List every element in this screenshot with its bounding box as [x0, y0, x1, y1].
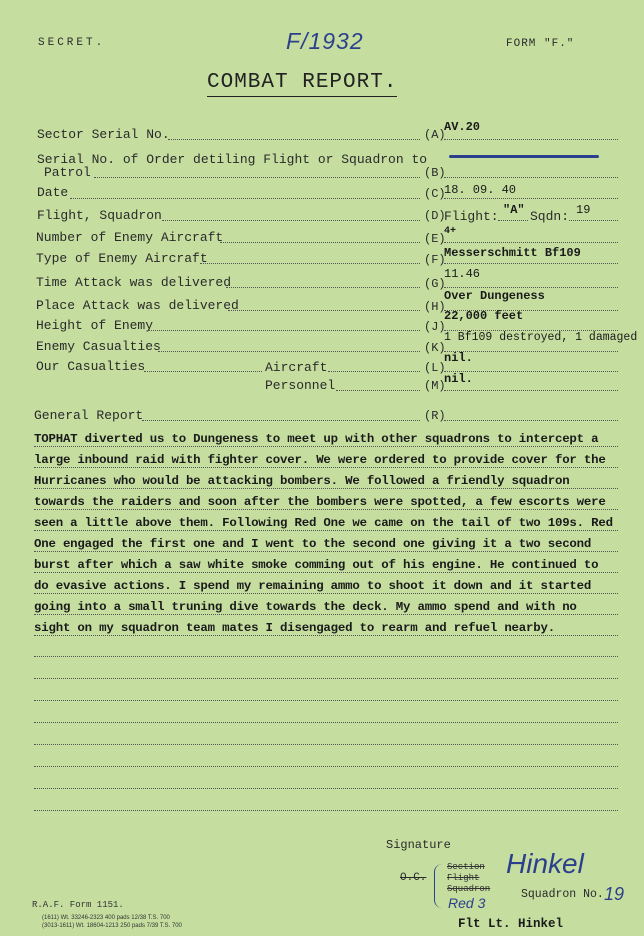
field-code-e: (E) — [424, 232, 446, 246]
print-line: (1611) Wt. 33246-2323 400 pads 12/38 T.S. 700 — [42, 915, 170, 921]
dotted-leader — [226, 287, 420, 288]
report-line: large inbound raid with fighter cover. We were ordered to provide cover for the — [34, 453, 606, 467]
field-value-aircraft-type: Messerschmitt Bf109 — [444, 246, 581, 260]
classification-label: SECRET. — [38, 37, 106, 49]
field-label-a: Sector Serial No. — [37, 127, 170, 142]
dotted-leader — [148, 330, 420, 331]
dotted-leader — [336, 390, 420, 391]
field-code-c: (C) — [424, 187, 446, 201]
signatory-name: Flt Lt. Hinkel — [458, 917, 564, 931]
field-code-d: (D) — [424, 209, 446, 223]
report-rule — [34, 678, 618, 679]
field-code-h: (H) — [424, 300, 446, 314]
squadron-no-value: 19 — [604, 884, 625, 904]
field-value-flight: "A" — [503, 203, 525, 217]
report-rule — [34, 446, 618, 447]
field-label-b: Serial No. of Order detiling Flight or Squadron to — [37, 152, 428, 167]
report-rule — [34, 614, 618, 615]
report-rule — [34, 551, 618, 552]
report-rule — [34, 488, 618, 489]
dotted-leader — [168, 139, 420, 140]
report-rule — [34, 788, 618, 789]
field-value-sector-serial: AV.20 — [444, 120, 481, 134]
report-rule — [34, 635, 618, 636]
field-label-c: Date — [37, 185, 69, 200]
dotted-leader — [94, 177, 420, 178]
field-value-aircraft-losses: nil. — [444, 351, 473, 365]
answer-line — [498, 220, 528, 221]
field-code-l: (L) — [424, 361, 446, 375]
dotted-leader — [142, 420, 420, 421]
answer-line — [444, 390, 618, 391]
dotted-leader — [220, 242, 420, 243]
report-line: sight on my squadron team mates I disengaged to rearm and refuel nearby. — [34, 621, 555, 635]
dotted-leader — [70, 198, 420, 199]
reference-number: F/1932 — [286, 28, 364, 54]
form-number: R.A.F. Form 1151. — [32, 900, 124, 910]
report-line: burst after which a saw white smoke comming out of his engine. He continued to — [34, 558, 599, 572]
report-rule — [34, 700, 618, 701]
report-rule — [34, 744, 618, 745]
field-value-personnel-losses: nil. — [444, 372, 473, 386]
field-label-b-line2: Patrol — [44, 165, 91, 180]
dotted-leader — [158, 351, 420, 352]
report-line: TOPHAT diverted us to Dungeness to meet up with other squadrons to intercept a — [34, 432, 599, 446]
dotted-leader — [162, 220, 420, 221]
field-label-g: Time Attack was delivered — [36, 275, 232, 290]
field-label-k: Enemy Casualties — [36, 339, 161, 354]
print-line: (3013-1611) Wt. 18604-1213 250 pads 7/39 T.S. 700 — [42, 923, 182, 929]
field-value-place: Over Dungeness — [444, 289, 545, 303]
squadron-no-label: Squadron No. — [521, 888, 604, 901]
report-rule — [34, 810, 618, 811]
answer-line — [444, 420, 618, 421]
field-label-j: Height of Enemy — [36, 318, 154, 333]
report-line: do evasive actions. I spend my remaining ammo to shoot it down and it started — [34, 579, 592, 593]
report-line: One engaged the first one and I went to the second one giving it a two second — [34, 537, 592, 551]
report-rule — [34, 530, 618, 531]
field-label-f: Type of Enemy Aircraft — [36, 251, 208, 266]
field-label-l: Our Casualties — [36, 359, 146, 374]
answer-line — [444, 177, 618, 178]
report-rule — [34, 467, 618, 468]
report-line: towards the raiders and soon after the bombers were spotted, a few escorts were — [34, 495, 606, 509]
form-label: FORM "F." — [506, 38, 575, 50]
answer-line — [444, 139, 618, 140]
flight-label: Flight: — [444, 209, 499, 224]
field-code-g: (G) — [424, 277, 446, 291]
field-value-time: 11.46 — [444, 267, 481, 281]
field-value-enemy-count: 4+ — [444, 226, 457, 237]
oc-label: O.C. — [400, 872, 427, 884]
option-flight: Flight — [447, 873, 480, 883]
field-code-k: (K) — [424, 341, 446, 355]
struck-out-line — [449, 155, 599, 158]
field-value-sqdn: 19 — [576, 203, 591, 217]
signature-handwritten: Hinkel — [506, 848, 584, 879]
option-section: Section — [447, 862, 485, 872]
field-label-r: General Report — [34, 408, 144, 423]
report-line: Hurricanes who would be attacking bombers. We followed a friendly squadron — [34, 474, 570, 488]
field-code-m: (M) — [424, 379, 446, 393]
dotted-leader — [200, 263, 420, 264]
field-code-b: (B) — [424, 166, 446, 180]
signature-label: Signature — [386, 838, 451, 852]
page-title: COMBAT REPORT. — [207, 71, 397, 97]
report-rule — [34, 593, 618, 594]
field-code-f: (F) — [424, 253, 446, 267]
field-label-e: Number of Enemy Aircraft — [36, 230, 224, 245]
answer-line — [444, 263, 618, 264]
report-rule — [34, 766, 618, 767]
field-value-enemy-casualties: 1 Bf109 destroyed, 1 damaged — [444, 331, 638, 344]
sqdn-label: Sqdn: — [530, 209, 570, 224]
field-sublabel-aircraft: Aircraft — [265, 360, 328, 375]
bracket — [434, 864, 443, 908]
field-label-d: Flight, Squadron — [37, 208, 162, 223]
report-rule — [34, 722, 618, 723]
answer-line — [444, 198, 618, 199]
field-value-height: 22,000 feet — [444, 309, 524, 323]
dotted-leader — [228, 310, 420, 311]
answer-line — [444, 287, 618, 288]
dotted-leader — [328, 371, 420, 372]
answer-line — [444, 242, 618, 243]
field-code-a: (A) — [424, 128, 446, 142]
report-line: going into a small truning dive towards the deck. My ammo spend and with no — [34, 600, 577, 614]
position-handwritten: Red 3 — [448, 895, 486, 911]
field-label-h: Place Attack was delivered — [36, 298, 239, 313]
field-value-date: 18. 09. 40 — [444, 183, 517, 197]
report-rule — [34, 572, 618, 573]
report-line: seen a little above them. Following Red One we came on the tail of two 109s. Red — [34, 516, 613, 530]
report-rule — [34, 509, 618, 510]
field-code-r: (R) — [424, 409, 446, 423]
option-squadron: Squadron — [447, 884, 491, 894]
field-sublabel-personnel: Personnel — [265, 378, 336, 393]
answer-line — [569, 220, 618, 221]
report-rule — [34, 656, 618, 657]
field-code-j: (J) — [424, 320, 446, 334]
dotted-leader — [144, 371, 262, 372]
